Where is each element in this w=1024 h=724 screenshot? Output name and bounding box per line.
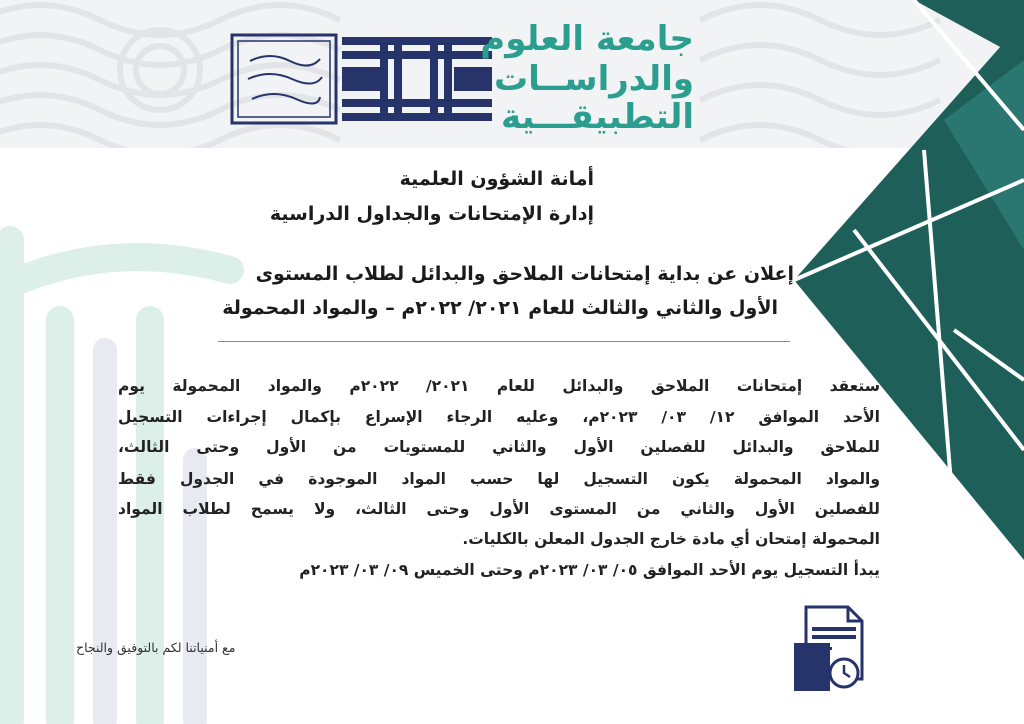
- announcement-title-line-2: الأول والثاني والثالث للعام ٢٠٢١/ ٢٠٢٢م – والمواد المحمولة: [222, 297, 778, 319]
- department-heading: إدارة الإمتحانات والجداول الدراسية: [269, 203, 594, 225]
- office-heading: أمانة الشؤون العلمية: [399, 168, 594, 190]
- body-line-3: للملاحق والبدائل للفصلين الأول والثاني للمستويات من الأول وحتى الثالث،: [118, 438, 880, 456]
- body-line-2: الأحد الموافق ١٢/ ٠٣/ ٢٠٢٣م، وعليه الرجاء الإسراع بإكمال إجراءات التسجيل: [118, 408, 880, 426]
- document-clock-icon: [792, 605, 864, 693]
- university-name-line-2: والدراســات: [493, 59, 694, 99]
- university-name-line-3: التطبيقـــية: [500, 97, 694, 137]
- closing-wishes: مع أمنياتنا لكم بالتوفيق والنجاح: [76, 640, 236, 655]
- announcement-title-line-1: إعلان عن بداية إمتحانات الملاحق والبدائل لطلاب المستوى: [255, 263, 794, 285]
- university-name-line-1: جامعة العلوم: [480, 19, 694, 59]
- registration-period: يبدأ التسجيل يوم الأحد الموافق ٠٥/ ٠٣/ ٢٠٢٣م وحتى الخميس ٠٩/ ٠٣/ ٢٠٢٣م: [299, 561, 880, 579]
- body-line-1: ستعقد إمتحانات الملاحق والبدائل للعام ٢٠٢١/ ٢٠٢٢م والمواد المحمولة يوم: [118, 377, 880, 395]
- university-emblem-icon: [230, 33, 494, 125]
- body-line-5: للفصلين الأول والثاني من المستوى الأول وحتى الثالث، ولا يسمح لطلاب المواد: [118, 500, 880, 518]
- body-line-4: والمواد المحمولة يكون التسجيل لها حسب المواد الموجودة في الجدول فقط: [118, 470, 880, 488]
- body-line-6: المحمولة إمتحان أي مادة خارج الجدول المعلن بالكليات.: [462, 530, 880, 548]
- title-divider: [218, 341, 790, 342]
